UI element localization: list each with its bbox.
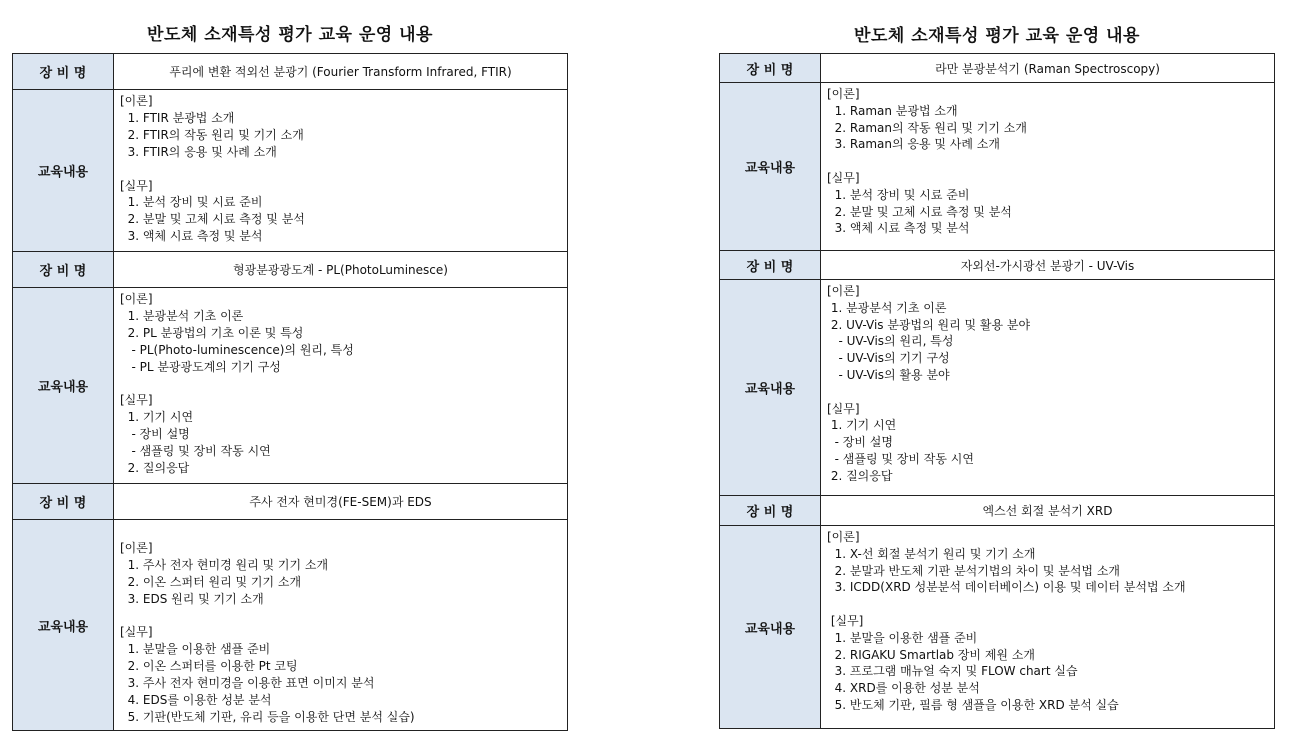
content-cell [821, 526, 1275, 729]
right-table [719, 53, 1275, 729]
equipment-name: 라만 분광분석기 (Raman Spectroscopy) [821, 54, 1275, 83]
content-line: [실무] [120, 625, 153, 640]
content-line: 3. ICDD(XRD 성분분석 데이터베이스) 이용 및 데이터 분석법 소개 [827, 580, 1186, 595]
content-line: 3. 주사 전자 현미경을 이용한 표면 이미지 분석 [120, 676, 375, 691]
content-cell [114, 520, 568, 731]
content-line: 2. UV-Vis 분광법의 원리 및 활용 분야 [827, 317, 1031, 332]
content-label: 교육내용 [720, 526, 821, 729]
content-line: 1. X-선 회절 분석기 원리 및 기기 소개 [827, 546, 1036, 561]
content-row [720, 83, 1275, 251]
left-table [12, 53, 568, 731]
content-line: 3. 액체 시료 측정 및 분석 [120, 229, 263, 244]
content-line: 5. 반도체 기판, 필름 형 샘플을 이용한 XRD 분석 실습 [827, 697, 1119, 712]
content-line: 2. FTIR의 작동 원리 및 기기 소개 [120, 127, 304, 142]
content-line: 3. FTIR의 응용 및 사례 소개 [120, 144, 277, 159]
content-row [13, 520, 568, 731]
content-line: [이론] [827, 87, 860, 101]
content-label: 교육내용 [720, 83, 821, 251]
content-line: 2. PL 분광법의 기초 이론 및 특성 [120, 325, 304, 340]
content-line: - UV-Vis의 기기 구성 [827, 351, 950, 366]
content-lines [821, 83, 1274, 237]
content-line [827, 596, 1274, 613]
equipment-row [720, 54, 1275, 83]
equipment-row [13, 252, 568, 288]
content-line [120, 608, 567, 625]
content-line: 1. 분석 장비 및 시료 준비 [120, 195, 263, 210]
content-row [720, 526, 1275, 729]
content-label: 교육내용 [13, 520, 114, 731]
content-line: [이론] [827, 530, 860, 544]
equipment-name: 엑스선 회절 분석기 XRD [821, 496, 1275, 526]
content-line: [이론] [120, 540, 153, 555]
equipment-label: 장 비 명 [720, 54, 821, 83]
equipment-name: 자외선-가시광선 분광기 - UV-Vis [821, 251, 1275, 280]
content-line: 4. EDS를 이용한 성분 분석 [120, 693, 272, 708]
content-line: - 샘플링 및 장비 작동 시연 [827, 451, 974, 466]
content-line: 1. 분광분석 기초 이론 [827, 300, 947, 315]
content-line: - 장비 설명 [827, 435, 893, 450]
content-label: 교육내용 [720, 280, 821, 496]
content-lines [821, 280, 1274, 485]
left-title: 반도체 소재특성 평가 교육 운영 내용 [147, 25, 433, 45]
content-line: 2. 분말과 반도체 기판 분석기법의 차이 및 분석법 소개 [827, 563, 1121, 578]
content-label: 교육내용 [13, 288, 114, 484]
content-line: 1. 기기 시연 [827, 418, 897, 433]
content-lines [821, 526, 1274, 714]
content-lines [114, 90, 567, 245]
content-cell [114, 288, 568, 484]
content-line: 1. 기기 시연 [120, 410, 194, 425]
equipment-name: 푸리에 변환 적외선 분광기 (Fourier Transform Infrared, FTIR) [114, 54, 568, 90]
content-line: - UV-Vis의 활용 분야 [827, 367, 950, 382]
content-line [120, 523, 567, 540]
content-line: 3. 프로그램 매뉴얼 숙지 및 FLOW chart 실습 [827, 664, 1078, 679]
equipment-name: 형광분광광도계 - PL(PhotoLuminesce) [114, 252, 568, 288]
equipment-label: 장 비 명 [720, 496, 821, 526]
equipment-label: 장 비 명 [720, 251, 821, 280]
content-line: 1. 분석 장비 및 시료 준비 [827, 187, 970, 202]
content-row [13, 90, 568, 252]
content-line: - 장비 설명 [120, 427, 190, 442]
content-line: [실무] [827, 401, 860, 416]
content-label: 교육내용 [13, 90, 114, 252]
content-line: - UV-Vis의 원리, 특성 [827, 334, 954, 349]
content-lines [114, 520, 567, 726]
content-line: [이론] [120, 94, 153, 108]
content-line [120, 161, 567, 178]
content-line: [실무] [120, 393, 153, 408]
content-line: 3. Raman의 응용 및 사례 소개 [827, 137, 1000, 152]
content-line: 1. 분말을 이용한 샘플 준비 [827, 630, 978, 645]
content-line: 2. 분말 및 고체 시료 측정 및 분석 [827, 204, 1012, 219]
content-line: 1. 분말을 이용한 샘플 준비 [120, 642, 271, 657]
equipment-row [13, 484, 568, 520]
equipment-label: 장 비 명 [13, 54, 114, 90]
content-line [827, 384, 1274, 401]
content-line: 3. 액체 시료 측정 및 분석 [827, 221, 970, 236]
equipment-label: 장 비 명 [13, 484, 114, 520]
content-line: 2. Raman의 작동 원리 및 기기 소개 [827, 120, 1027, 135]
content-row [13, 288, 568, 484]
content-line: 2. 질의응답 [827, 468, 893, 483]
content-line: 1. FTIR 분광법 소개 [120, 110, 235, 125]
content-lines [114, 288, 567, 477]
content-line: [실무] [120, 178, 153, 193]
content-line: [실무] [827, 170, 860, 185]
content-cell [821, 83, 1275, 251]
content-line: [이론] [120, 292, 153, 306]
equipment-label: 장 비 명 [13, 252, 114, 288]
content-line: [이론] [827, 284, 860, 298]
equipment-row [720, 251, 1275, 280]
content-line: 3. EDS 원리 및 기기 소개 [120, 591, 264, 606]
content-line [120, 376, 567, 393]
content-line: 5. 기판(반도체 기판, 유리 등을 이용한 단면 분석 실습) [120, 709, 415, 724]
equipment-row [13, 54, 568, 90]
content-row [720, 280, 1275, 496]
content-line: [실무] [827, 613, 864, 628]
equipment-row [720, 496, 1275, 526]
content-line: 1. 주사 전자 현미경 원리 및 기기 소개 [120, 557, 329, 572]
content-line: 4. XRD를 이용한 성분 분석 [827, 681, 980, 696]
content-line: - 샘플링 및 장비 작동 시연 [120, 444, 271, 459]
content-line: 1. 분광분석 기초 이론 [120, 308, 244, 323]
content-cell [114, 90, 568, 252]
equipment-name: 주사 전자 현미경(FE-SEM)과 EDS [114, 484, 568, 520]
content-line: 1. Raman 분광법 소개 [827, 103, 958, 118]
content-line: - PL 분광광도계의 기기 구성 [120, 359, 281, 374]
content-line: 2. 이온 스퍼터를 이용한 Pt 코팅 [120, 659, 298, 674]
content-line: 2. 분말 및 고체 시료 측정 및 분석 [120, 212, 305, 227]
content-line: - PL(Photo-luminescence)의 원리, 특성 [120, 342, 354, 357]
content-cell [821, 280, 1275, 496]
content-line: 2. RIGAKU Smartlab 장비 제원 소개 [827, 647, 1036, 662]
content-line [827, 153, 1274, 170]
content-line: 2. 이온 스퍼터 원리 및 기기 소개 [120, 574, 302, 589]
right-title: 반도체 소재특성 평가 교육 운영 내용 [854, 26, 1140, 46]
content-line: 2. 질의응답 [120, 461, 190, 476]
